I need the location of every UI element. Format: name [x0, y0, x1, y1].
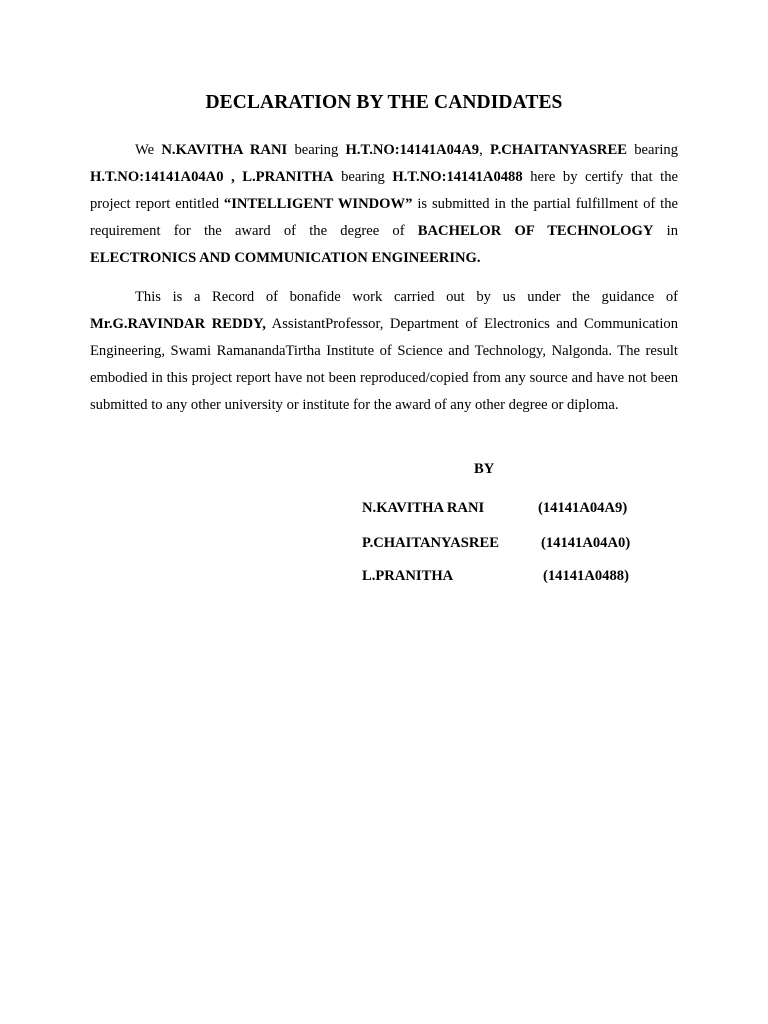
para1-text-02: bearing [287, 142, 346, 158]
para1-text-07: is submitted in the partial fulfillment of the requirement for the award of the degree of [90, 195, 678, 239]
signature-id-2: (14141A04A0) [541, 535, 631, 551]
para1-text-05: bearing [333, 168, 393, 185]
page-title: DECLARATION BY THE CANDIDATES [205, 92, 563, 113]
para1-text-03: , [479, 142, 491, 158]
declaration-paragraph [90, 137, 678, 272]
degree-name: BACHELOR OF TECHNOLOGY [417, 222, 654, 239]
para1-text-01: We [135, 142, 162, 158]
guide-name: Mr.G.RAVINDAR REDDY, [90, 315, 266, 332]
record-paragraph [90, 284, 678, 419]
by-label: BY [474, 461, 495, 477]
signature-name-1: N.KAVITHA RANI [362, 500, 485, 516]
para2-text-01: This is a Record of bonafide work carried out by us under the guidance of [135, 289, 678, 305]
para1-text-08: in [653, 222, 679, 239]
signature-id-1: (14141A04A9) [538, 500, 628, 516]
para1-text-04: bearing [626, 142, 678, 158]
candidate-1-htno: H.T.NO:14141A04A9 [345, 142, 480, 158]
candidate-1-name: N.KAVITHA RANI [161, 142, 288, 158]
para1-text-06: here by certify that the project report entitled [90, 168, 678, 212]
department-name: ELECTRONICS AND COMMUNICATION ENGINEERING. [90, 249, 481, 266]
signature-id-3: (14141A0488) [543, 568, 629, 584]
candidate-2-htno-candidate-3-name: H.T.NO:14141A04A0 , L.PRANITHA [90, 168, 334, 185]
project-title: “INTELLIGENT WINDOW” [223, 195, 413, 212]
para2-text-02: AssistantProfessor, Department of Electronics and Communication Engineering, Swami RamanandaTirtha Institute of Science and Technology, Nalgonda. The result embodied in this project report have not been reproduced/copied from any source and have not been submitted to any other university or institute for the award of any other degree or diploma. [90, 315, 678, 413]
signature-name-2: P.CHAITANYASREE [362, 535, 499, 551]
signature-name-3: L.PRANITHA [362, 568, 454, 584]
candidate-2-name: P.CHAITANYASREE [490, 142, 627, 158]
candidate-3-htno: H.T.NO:14141A0488 [392, 168, 523, 185]
